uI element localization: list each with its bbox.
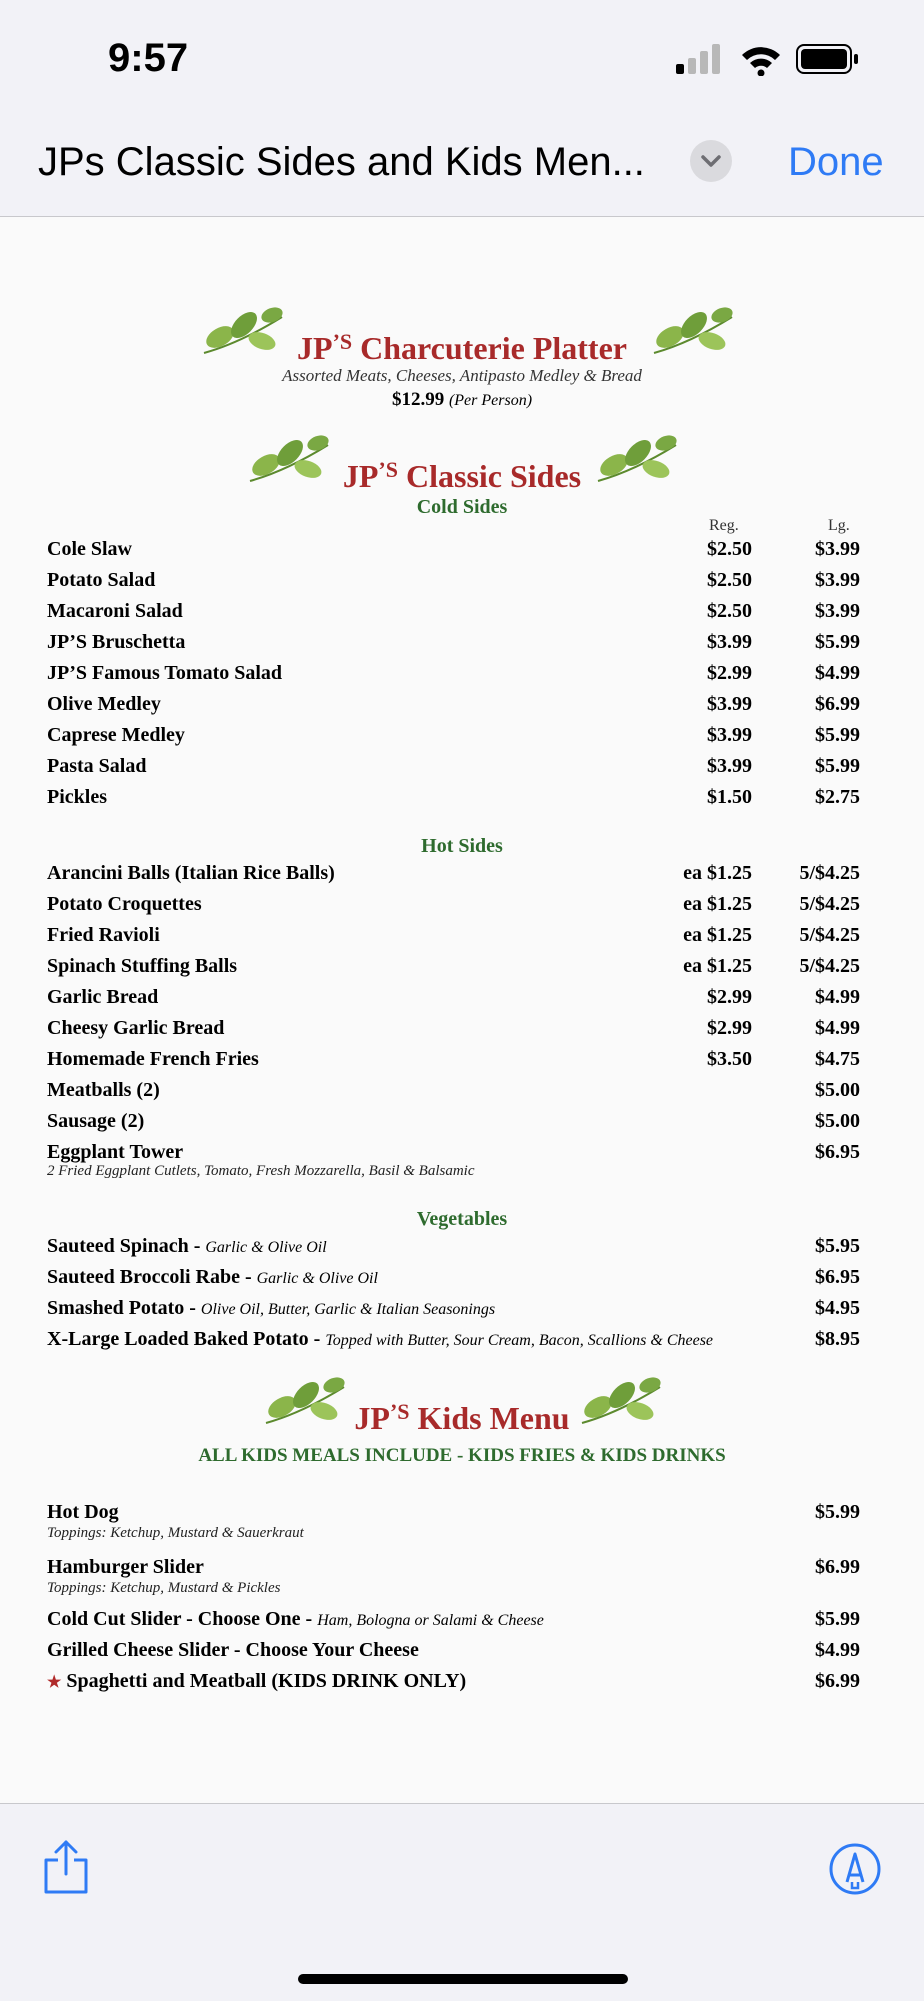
list-item: Pasta Salad bbox=[47, 755, 147, 777]
classic-sides-heading: $JP^{’S}$ Classic Sides bbox=[342, 457, 582, 494]
price-large: $5.95 bbox=[815, 1235, 860, 1257]
price-large: $4.99 bbox=[815, 662, 860, 684]
kids-menu-heading: $JP^{’S}$ Kids Menu bbox=[354, 1399, 570, 1436]
price-large: $4.99 bbox=[815, 1639, 860, 1661]
price-large: 5/$4.25 bbox=[799, 893, 860, 915]
cellular-signal-icon bbox=[675, 44, 725, 74]
price-large: $6.95 bbox=[815, 1266, 860, 1288]
price-large: $6.99 bbox=[815, 693, 860, 715]
item-description: Toppings: Ketchup, Mustard & Sauerkraut bbox=[47, 1525, 304, 1541]
list-item: Eggplant Tower bbox=[47, 1141, 184, 1163]
price-regular: $3.99 bbox=[707, 693, 752, 715]
navigation-bar bbox=[0, 110, 924, 217]
price-large: $4.75 bbox=[815, 1048, 860, 1070]
list-item: Potato Salad bbox=[47, 569, 156, 591]
list-item: Spinach Stuffing Balls bbox=[47, 955, 238, 977]
price-regular: $2.99 bbox=[707, 986, 752, 1008]
star-icon: ★ bbox=[47, 1674, 62, 1691]
list-item: Macaroni Salad bbox=[47, 600, 183, 622]
price-large: $4.95 bbox=[815, 1297, 860, 1319]
list-item: Hot Dog bbox=[47, 1501, 119, 1523]
list-item: Fried Ravioli bbox=[47, 924, 160, 946]
list-item: Arancini Balls (Italian Rice Balls) bbox=[47, 862, 335, 884]
price-regular: ea $1.25 bbox=[683, 955, 752, 977]
price-large: 5/$4.25 bbox=[799, 862, 860, 884]
price-large: $5.99 bbox=[815, 1608, 860, 1630]
price-regular: $2.99 bbox=[707, 1017, 752, 1039]
cold-sides-title: Cold Sides bbox=[416, 496, 508, 518]
item-description: Toppings: Ketchup, Mustard & Pickles bbox=[47, 1580, 281, 1596]
price-large: $6.99 bbox=[815, 1670, 860, 1692]
item-description: 2 Fried Eggplant Cutlets, Tomato, Fresh Mozzarella, Basil & Balsamic bbox=[47, 1163, 475, 1179]
list-item: Homemade French Fries bbox=[47, 1048, 259, 1070]
price-large: $5.99 bbox=[815, 724, 860, 746]
charcuterie-heading: $JP^{’S}$ Charcuterie Platter bbox=[297, 329, 627, 366]
list-item: JP’S Famous Tomato Salad bbox=[47, 662, 283, 684]
home-indicator[interactable] bbox=[298, 1974, 628, 1984]
charcuterie-subtitle: Assorted Meats, Cheeses, Antipasto Medley & Bread bbox=[282, 366, 642, 385]
price-regular: $3.99 bbox=[707, 755, 752, 777]
list-item: X-Large Loaded Baked Potato - Topped with Butter, Sour Cream, Bacon, Scallions & Cheese bbox=[47, 1328, 714, 1350]
price-regular: $3.99 bbox=[707, 631, 752, 653]
price-large: $6.99 bbox=[815, 1556, 860, 1578]
hot-sides-title: Hot Sides bbox=[421, 835, 503, 857]
list-item: Olive Medley bbox=[47, 693, 161, 715]
price-large: $8.95 bbox=[815, 1328, 860, 1350]
status-time: 9:57 bbox=[108, 36, 189, 80]
price-regular: $2.50 bbox=[707, 600, 752, 622]
chevron-down-icon bbox=[690, 140, 732, 182]
price-large: $5.99 bbox=[815, 755, 860, 777]
battery-icon bbox=[796, 44, 860, 74]
list-item: Cole Slaw bbox=[47, 538, 132, 560]
list-item: Grilled Cheese Slider - Choose Your Cheese bbox=[47, 1639, 419, 1661]
price-large: $3.99 bbox=[815, 600, 860, 622]
markup-icon[interactable] bbox=[828, 1842, 882, 1896]
title-menu-button[interactable] bbox=[690, 140, 732, 182]
list-item: Pickles bbox=[47, 786, 107, 808]
price-large: $4.99 bbox=[815, 1017, 860, 1039]
price-large: $5.00 bbox=[815, 1079, 860, 1101]
list-item: Meatballs (2) bbox=[47, 1079, 160, 1101]
price-large: $2.75 bbox=[815, 786, 860, 808]
list-item: Potato Croquettes bbox=[47, 893, 202, 915]
list-item: Sauteed Broccoli Rabe - Garlic & Olive Oil bbox=[47, 1266, 378, 1288]
price-large: $6.95 bbox=[815, 1141, 860, 1163]
bottom-toolbar bbox=[0, 1803, 924, 2001]
kids-menu-subtitle: ALL KIDS MEALS INCLUDE - KIDS FRIES & KIDS DRINKS bbox=[198, 1445, 726, 1466]
charcuterie-price: $12.99 (Per Person) bbox=[391, 389, 533, 410]
lg-column-header: Lg. bbox=[828, 517, 850, 534]
price-large: 5/$4.25 bbox=[799, 955, 860, 977]
list-item: Smashed Potato - Olive Oil, Butter, Garlic & Italian Seasonings bbox=[47, 1297, 496, 1319]
wifi-icon bbox=[740, 44, 782, 76]
price-regular: ea $1.25 bbox=[683, 924, 752, 946]
status-bar bbox=[0, 0, 924, 110]
price-regular: $3.50 bbox=[707, 1048, 752, 1070]
price-large: $3.99 bbox=[815, 538, 860, 560]
price-regular: ea $1.25 bbox=[683, 862, 752, 884]
price-regular: $2.50 bbox=[707, 538, 752, 560]
done-button[interactable]: Done bbox=[788, 140, 884, 184]
list-item: Garlic Bread bbox=[47, 986, 159, 1008]
price-large: $5.00 bbox=[815, 1110, 860, 1132]
price-regular: $2.50 bbox=[707, 569, 752, 591]
vegetables-title: Vegetables bbox=[416, 1208, 508, 1230]
list-item: ★ Spaghetti and Meatball (KIDS DRINK ONLY) bbox=[47, 1670, 467, 1692]
list-item: Caprese Medley bbox=[47, 724, 185, 746]
price-large: $3.99 bbox=[815, 569, 860, 591]
price-regular: ea $1.25 bbox=[683, 893, 752, 915]
list-item: Sausage (2) bbox=[47, 1110, 145, 1132]
price-large: $4.99 bbox=[815, 986, 860, 1008]
list-item: Hamburger Slider bbox=[47, 1556, 204, 1578]
price-large: $5.99 bbox=[815, 631, 860, 653]
document-title[interactable]: JPs Classic Sides and Kids Men... bbox=[38, 140, 645, 184]
price-regular: $1.50 bbox=[707, 786, 752, 808]
list-item: JP’S Bruschetta bbox=[47, 631, 186, 653]
list-item: Cold Cut Slider - Choose One - Ham, Bologna or Salami & Cheese bbox=[47, 1608, 544, 1630]
list-item: Sauteed Spinach - Garlic & Olive Oil bbox=[47, 1235, 327, 1257]
reg-column-header: Reg. bbox=[709, 517, 739, 534]
price-regular: $3.99 bbox=[707, 724, 752, 746]
menu-document[interactable] bbox=[0, 217, 924, 1803]
price-regular: $2.99 bbox=[707, 662, 752, 684]
list-item: Cheesy Garlic Bread bbox=[47, 1017, 225, 1039]
share-icon[interactable] bbox=[42, 1838, 90, 1896]
price-large: $5.99 bbox=[815, 1501, 860, 1523]
price-large: 5/$4.25 bbox=[799, 924, 860, 946]
